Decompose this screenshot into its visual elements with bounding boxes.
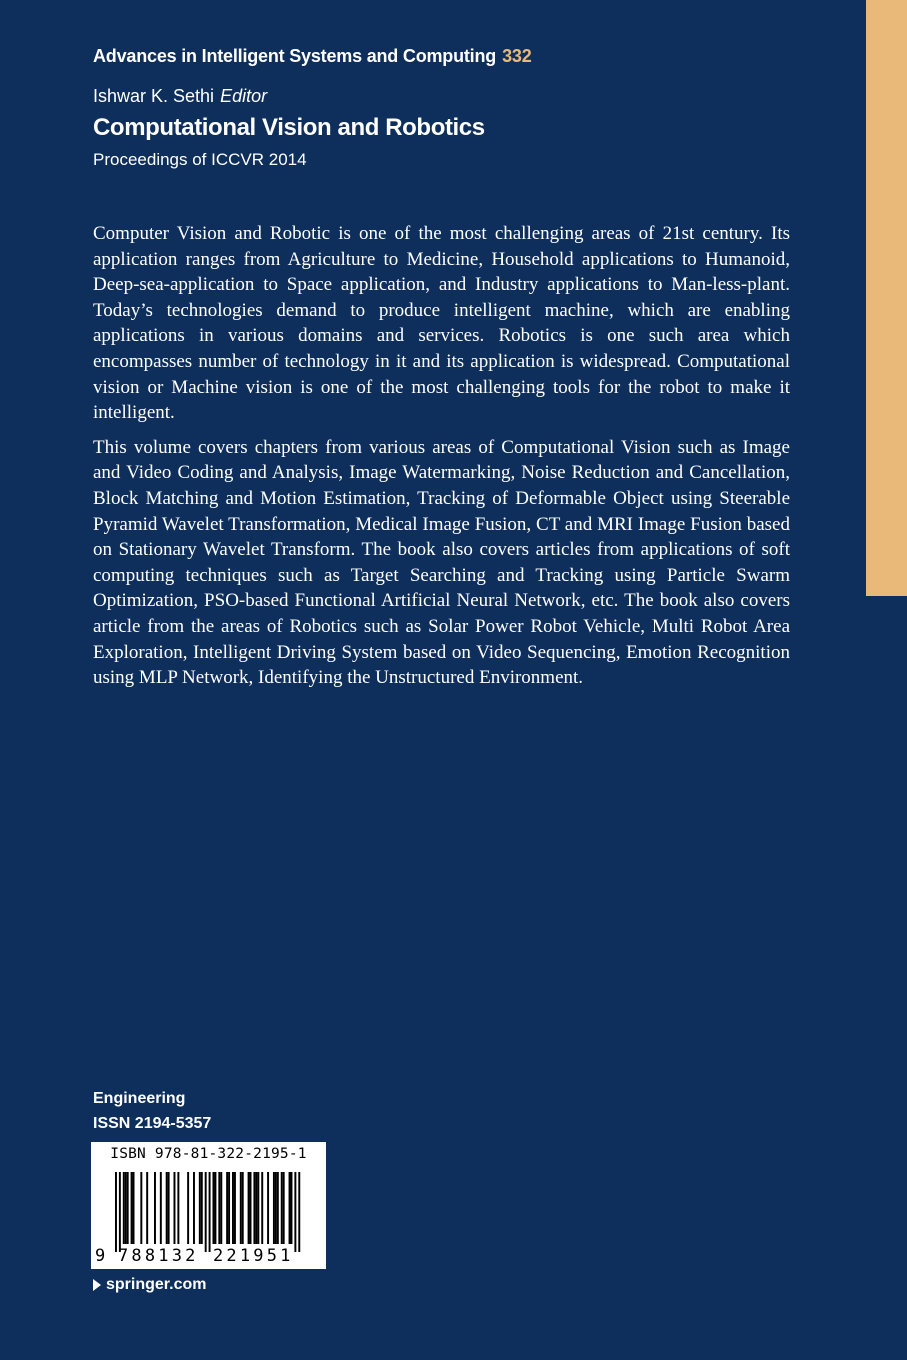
barcode-bar <box>133 1172 135 1244</box>
subject-label: Engineering <box>93 1090 186 1107</box>
barcode-bar <box>187 1172 189 1244</box>
barcode-bar <box>213 1172 215 1244</box>
barcode-bar <box>273 1172 275 1244</box>
description-paragraph-2: This volume covers chapters from various areas of Computational Vision such as Image and Video Coding and Analysis, Image Watermarking, Noise Reduction and Cancellation, Block Matching and Motion Estimation, Tracking of Deformable Object using Steerable Pyramid Wavelet Transformation, Medical Image Fusion, CT and MRI Image Fusion based on Stationary Wavelet Transform. The book also covers articles from applications of soft computing techniques such as Target Searching and Tracking using Particle Swarm Optimization, PSO-based Functional Artificial Neural Network, etc. The book also covers article from the areas of Robotics such as Solar Power Robot Vehicle, Multi Robot Area Exploration, Intelligent Driving System based on Video Sequencing, Emotion Recognition using MLP Network, Identifying the Unstructured Environment. <box>93 436 790 689</box>
barcode-bar <box>228 1172 230 1244</box>
barcode-bar <box>275 1172 277 1244</box>
editor-line <box>93 86 267 107</box>
barcode-bar <box>127 1172 129 1244</box>
barcode-bar <box>160 1172 162 1244</box>
barcode-bar <box>154 1172 156 1244</box>
issn-label: ISSN 2194-5357 <box>93 1115 212 1132</box>
barcode-bar <box>226 1172 228 1244</box>
barcode-bar <box>193 1172 195 1244</box>
barcode-bar <box>220 1172 222 1244</box>
editor-role: Editor <box>220 86 268 106</box>
publisher-link[interactable] <box>93 1276 206 1294</box>
ean-right-group: 221951 <box>213 1246 294 1266</box>
barcode-bar <box>291 1172 293 1244</box>
editor-name: Ishwar K. Sethi <box>93 86 215 106</box>
barcode-bar <box>257 1172 259 1244</box>
barcode-bar <box>255 1172 257 1244</box>
barcode-bar <box>140 1172 142 1244</box>
barcode-bar <box>250 1172 252 1244</box>
barcode-bar <box>261 1172 263 1244</box>
ean-first-digit: 9 <box>95 1246 106 1266</box>
book-subtitle: Proceedings of ICCVR 2014 <box>93 150 307 169</box>
book-description <box>93 221 790 700</box>
series-header <box>93 46 532 67</box>
barcode-guard-bar <box>119 1172 121 1252</box>
accent-side-strip <box>866 0 907 596</box>
barcode-bar <box>242 1172 244 1244</box>
publisher-url: springer.com <box>106 1276 207 1293</box>
barcode-bar <box>267 1172 269 1244</box>
barcode-bar <box>123 1172 125 1244</box>
barcode-bar <box>199 1172 201 1244</box>
barcode-bar <box>146 1172 148 1244</box>
series-name: Advances in Intelligent Systems and Computing <box>93 46 497 66</box>
barcode-bar <box>232 1172 234 1244</box>
barcode-bar <box>166 1172 168 1244</box>
arrow-right-icon <box>93 1279 101 1291</box>
barcode-guard-bar <box>115 1172 117 1252</box>
barcode-bar <box>214 1172 216 1244</box>
barcode-bar <box>248 1172 250 1244</box>
series-number: 332 <box>502 46 532 66</box>
barcode-guard-bar <box>294 1172 296 1252</box>
barcode-bar <box>277 1172 279 1244</box>
barcode-bar <box>174 1172 176 1244</box>
barcode-bar <box>283 1172 285 1244</box>
barcode <box>91 1142 326 1269</box>
barcode-bar <box>240 1172 242 1244</box>
barcode-bar <box>289 1172 291 1244</box>
barcode-bar <box>168 1172 170 1244</box>
barcode-bar <box>125 1172 127 1244</box>
isbn-text: ISBN 978-81-322-2195-1 <box>110 1146 307 1162</box>
barcode-bar <box>201 1172 203 1244</box>
book-title: Computational Vision and Robotics <box>93 114 485 141</box>
barcode-guard-bar <box>298 1172 300 1252</box>
barcode-bar <box>177 1172 179 1244</box>
barcode-bar <box>131 1172 133 1244</box>
barcode-guard-bar <box>205 1172 207 1252</box>
barcode-bar <box>281 1172 283 1244</box>
description-paragraph-1: Computer Vision and Robotic is one of the most challenging areas of 21st century. Its application ranges from Agriculture to Medicine, Household applications to Humanoid, Deep-sea-application to Space application, and Industry applications to Man-less-plant. Today’s technologies demand to produce intelligent machine, which are enabling applications in various domains and services. Robotics is one such area which encompasses number of technology in it and its application is widespread. Computational vision or Machine vision is one of the most challenging tools for the robot to make it intelligent. <box>93 223 790 424</box>
barcode-bar <box>218 1172 220 1244</box>
barcode-bar <box>234 1172 236 1244</box>
barcode-guard-bar <box>209 1172 211 1252</box>
barcode-bar <box>253 1172 255 1244</box>
ean-left-group: 788132 <box>118 1246 199 1266</box>
